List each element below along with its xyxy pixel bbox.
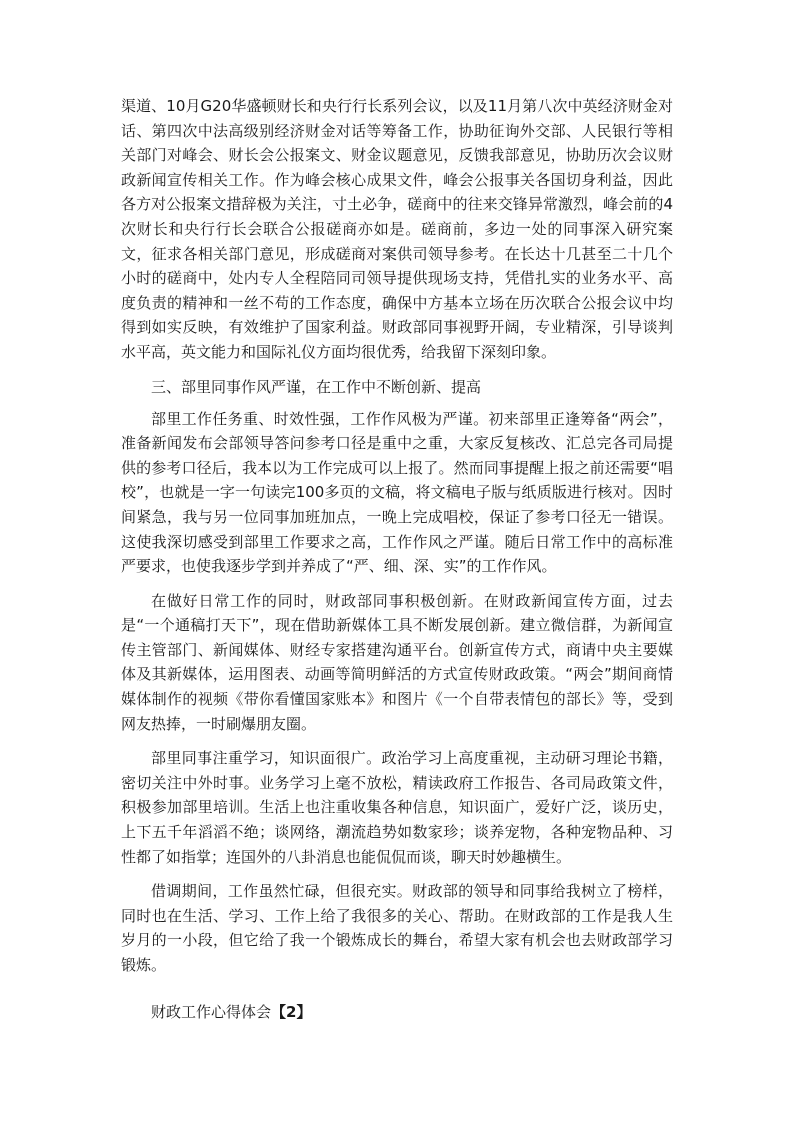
next-article-title-text: 财政工作心得体会 (151, 1003, 272, 1021)
paragraph-work-style: 部里工作任务重、时效性强，工作作风极为严谨。初来部里正逢筹备“两会”，准备新闻发布会部领导答问参考口径是重中之重，大家反复核改、汇总完各司局提供的参考口径后，我本以为工作完成可以上报了。然而同事提醒上报之前还需要“唱校”，也就是一字一句读完100多页的文稿，将文稿电子版与纸质版进行核对。因时间紧急，我与另一位同事加班加点，一晚上完成唱校，保证了参考口径无一错误。这使我深切感受到部里工作要求之高，工作作风之严谨。随后日常工作中的高标准严要求，也使我逐步学到并养成了“严、细、深、实”的工作作风。 (121, 409, 673, 576)
document-body (121, 94, 673, 978)
section-heading-3: 三、部里同事作风严谨，在工作中不断创新、提高 (151, 377, 482, 396)
paragraph-innovation: 在做好日常工作的同时，财政部同事积极创新。在财政新闻宣传方面，过去是“一个通稿打天下”，现在借助新媒体工具不断发展创新。建立微信群，为新闻宣传主管部门、新闻媒体、财经专家搭建沟通平台。创新宣传方式，商请中央主要媒体及其新媒体，运用图表、动画等简明鲜活的方式宣传财政政策。“两会”期间商情媒体制作的视频《带你看懂国家账本》和图片《一个自带表情包的部长》等，受到网友热捧，一时刷爆朋友圈。 (121, 591, 673, 733)
paragraph-continued: 渠道、10月G20华盛顿财长和央行行长系列会议，以及11月第八次中英经济财金对话、第四次中法高级别经济财金对话等筹备工作，协助征询外交部、人民银行等相关部门对峰会、财长会公报案文、财金议题意见，反馈我部意见，协助历次会议财政新闻宣传相关工作。作为峰会核心成果文件，峰会公报事关各国切身利益，因此各方对公报案文措辞极为关注，寸土必争，磋商中的往来交锋异常激烈，峰会前的4次财长和央行行长会联合公报磋商亦如是。磋商前，多边一处的同事深入研究案文，征求各相关部门意见，形成磋商对案供司领导参考。在长达十几甚至二十几个小时的磋商中，处内专人全程陪同司领导提供现场支持，凭借扎实的业务水平、高度负责的精神和一丝不苟的工作态度，确保中方基本立场在历次联合公报会议中均得到如实反映，有效维护了国家利益。财政部同事视野开阔，专业精深，引导谈判水平高，英文能力和国际礼仪方面均很优秀，给我留下深刻印象。 (121, 97, 673, 361)
next-article-number: 【2】 (271, 1003, 312, 1021)
paragraph-conclusion: 借调期间，工作虽然忙碌，但很充实。财政部的领导和同事给我树立了榜样，同时也在生活、学习、工作上给了我很多的关心、帮助。在财政部的工作是我人生岁月的一小段，但它给了我一个锻炼成长的舞台，希望大家有机会也去财政部学习锻炼。 (121, 882, 673, 974)
paragraph-learning: 部里同事注重学习，知识面很广。政治学习上高度重视，主动研习理论书籍，密切关注中外时事。业务学习上毫不放松，精读政府工作报告、各司局政策文件，积极参加部里培训。生活上也注重收集各种信息，知识面广，爱好广泛，谈历史，上下五千年滔滔不绝；谈网络，潮流趋势如数家珍；谈养宠物，各种宠物品种、习性都了如指掌；连国外的八卦消息也能侃侃而谈，聊天时妙趣横生。 (121, 749, 673, 866)
next-article-title (151, 1000, 311, 1024)
